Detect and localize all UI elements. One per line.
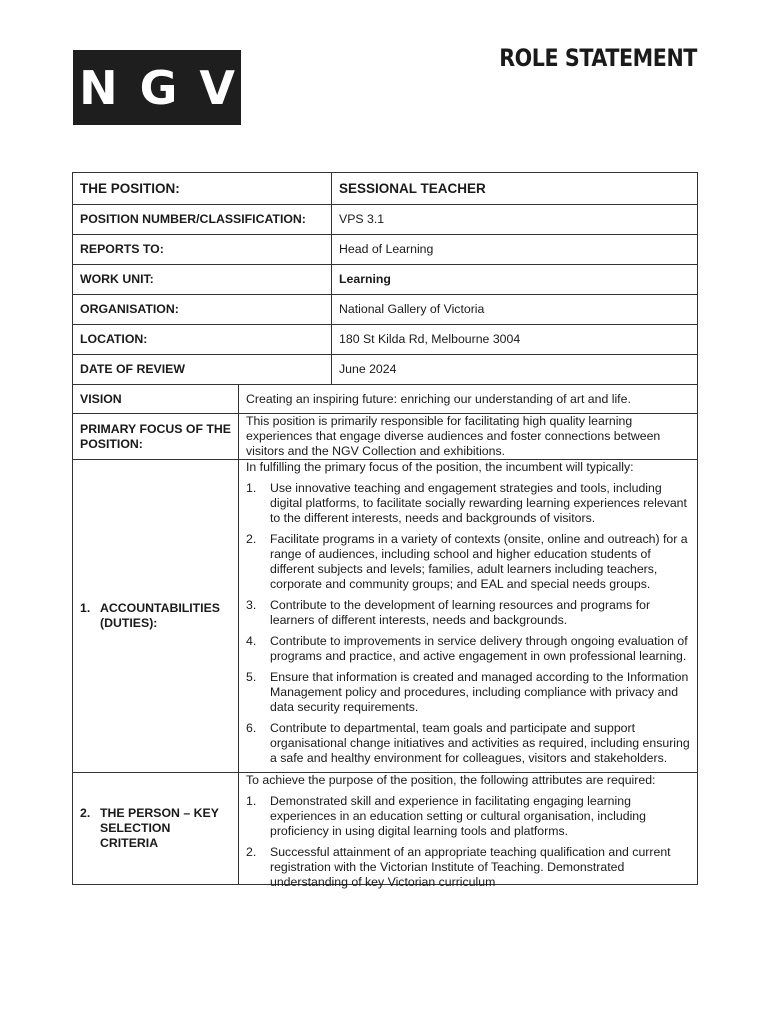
item-number: 6. [246,721,257,735]
item-number: 5. [246,670,257,684]
section-number: 1. [80,601,91,615]
ngv-logo: NGV [73,50,241,125]
item-text: Contribute to departmental, team goals and participate and support organisational change initiatives and activities as required, including ensuring a safe and healthy environment for colleagues, visitors and stakeholders. [270,721,690,765]
item-number: 2. [246,845,257,859]
table-row [73,173,698,205]
list-item [246,670,690,715]
accountabilities-heading [73,460,239,773]
vision-label: VISION [73,385,239,414]
table-row [73,460,698,773]
role-statement-table [72,172,698,889]
document-title: ROLE STATEMENT [499,44,697,72]
position-value: SESSIONAL TEACHER [332,173,698,205]
item-text: Contribute to improvements in service delivery through ongoing evaluation of programs and practice, and active engagement in own professional learning. [270,634,688,663]
item-number: 2. [246,532,257,546]
work-unit-value: Learning [332,265,698,295]
list-item [246,598,690,628]
item-number: 1. [246,794,257,808]
list-item [246,634,690,664]
item-number: 3. [246,598,257,612]
selection-criteria-label: THE PERSON – KEY SELECTION CRITERIA [100,806,219,850]
table-row [73,414,698,460]
list-item [246,794,690,839]
date-of-review-label: DATE OF REVIEW [73,355,332,385]
list-item [246,532,690,592]
item-text: Ensure that information is created and managed according to the Information Management policy and procedures, including compliance with privacy and data security requirements. [270,670,689,714]
classification-label: POSITION NUMBER/CLASSIFICATION: [73,205,332,235]
table-row [73,235,698,265]
item-text: Facilitate programs in a variety of contexts (onsite, online and outreach) for a range of audiences, including school and higher education students of different subjects and levels; families, adult learners including teachers, corporate and community groups; and EAL and special needs groups. [270,532,688,591]
work-unit-label: WORK UNIT: [73,265,332,295]
table-row [73,385,698,414]
list-item [246,721,690,766]
primary-focus-label: PRIMARY FOCUS OF THE POSITION: [73,414,239,460]
reports-to-value: Head of Learning [332,235,698,265]
organisation-label: ORGANISATION: [73,295,332,325]
table-row [73,205,698,235]
classification-value: VPS 3.1 [332,205,698,235]
item-number: 1. [246,481,257,495]
duties-list [246,481,690,766]
table-row [73,265,698,295]
criteria-list [246,794,690,890]
selection-criteria-heading [73,773,239,885]
primary-focus-text: This position is primarily responsible for facilitating high quality learning experiences that engage diverse audiences and foster connections between visitors and the NGV Collection and exhibitions. [239,414,698,460]
item-text: Contribute to the development of learning resources and programs for learners of different interests, needs and backgrounds. [270,598,651,627]
selection-intro: To achieve the purpose of the position, the following attributes are required: [246,773,656,787]
position-label: THE POSITION: [73,173,332,205]
location-value: 180 St Kilda Rd, Melbourne 3004 [332,325,698,355]
vision-text: Creating an inspiring future: enriching our understanding of art and life. [239,385,698,414]
item-text: Successful attainment of an appropriate teaching qualification and current registration with the Victorian Institute of Teaching. Demonstrated understanding of key Victorian curriculum [270,845,671,889]
item-number: 4. [246,634,257,648]
location-label: LOCATION: [73,325,332,355]
section-number: 2. [80,806,91,820]
accountabilities-intro: In fulfilling the primary focus of the position, the incumbent will typically: [246,460,634,474]
table-row [73,325,698,355]
table-row [73,295,698,325]
reports-to-label: REPORTS TO: [73,235,332,265]
item-text: Demonstrated skill and experience in facilitating engaging learning experiences in an education setting or cultural organisation, including proficiency in using digital learning tools and platforms. [270,794,646,838]
date-of-review-value: June 2024 [332,355,698,385]
accountabilities-label: ACCOUNTABILITIES (DUTIES): [100,601,221,630]
list-item [246,481,690,526]
organisation-value: National Gallery of Victoria [332,295,698,325]
table-row [73,773,698,885]
item-text: Use innovative teaching and engagement strategies and tools, including digital platforms, to facilitate socially rewarding learning experiences relevant to the different interests, needs and backgrounds of visitors. [270,481,687,525]
selection-criteria-content [239,773,698,889]
list-item [246,845,690,890]
accountabilities-content [239,460,698,773]
table-row [73,355,698,385]
